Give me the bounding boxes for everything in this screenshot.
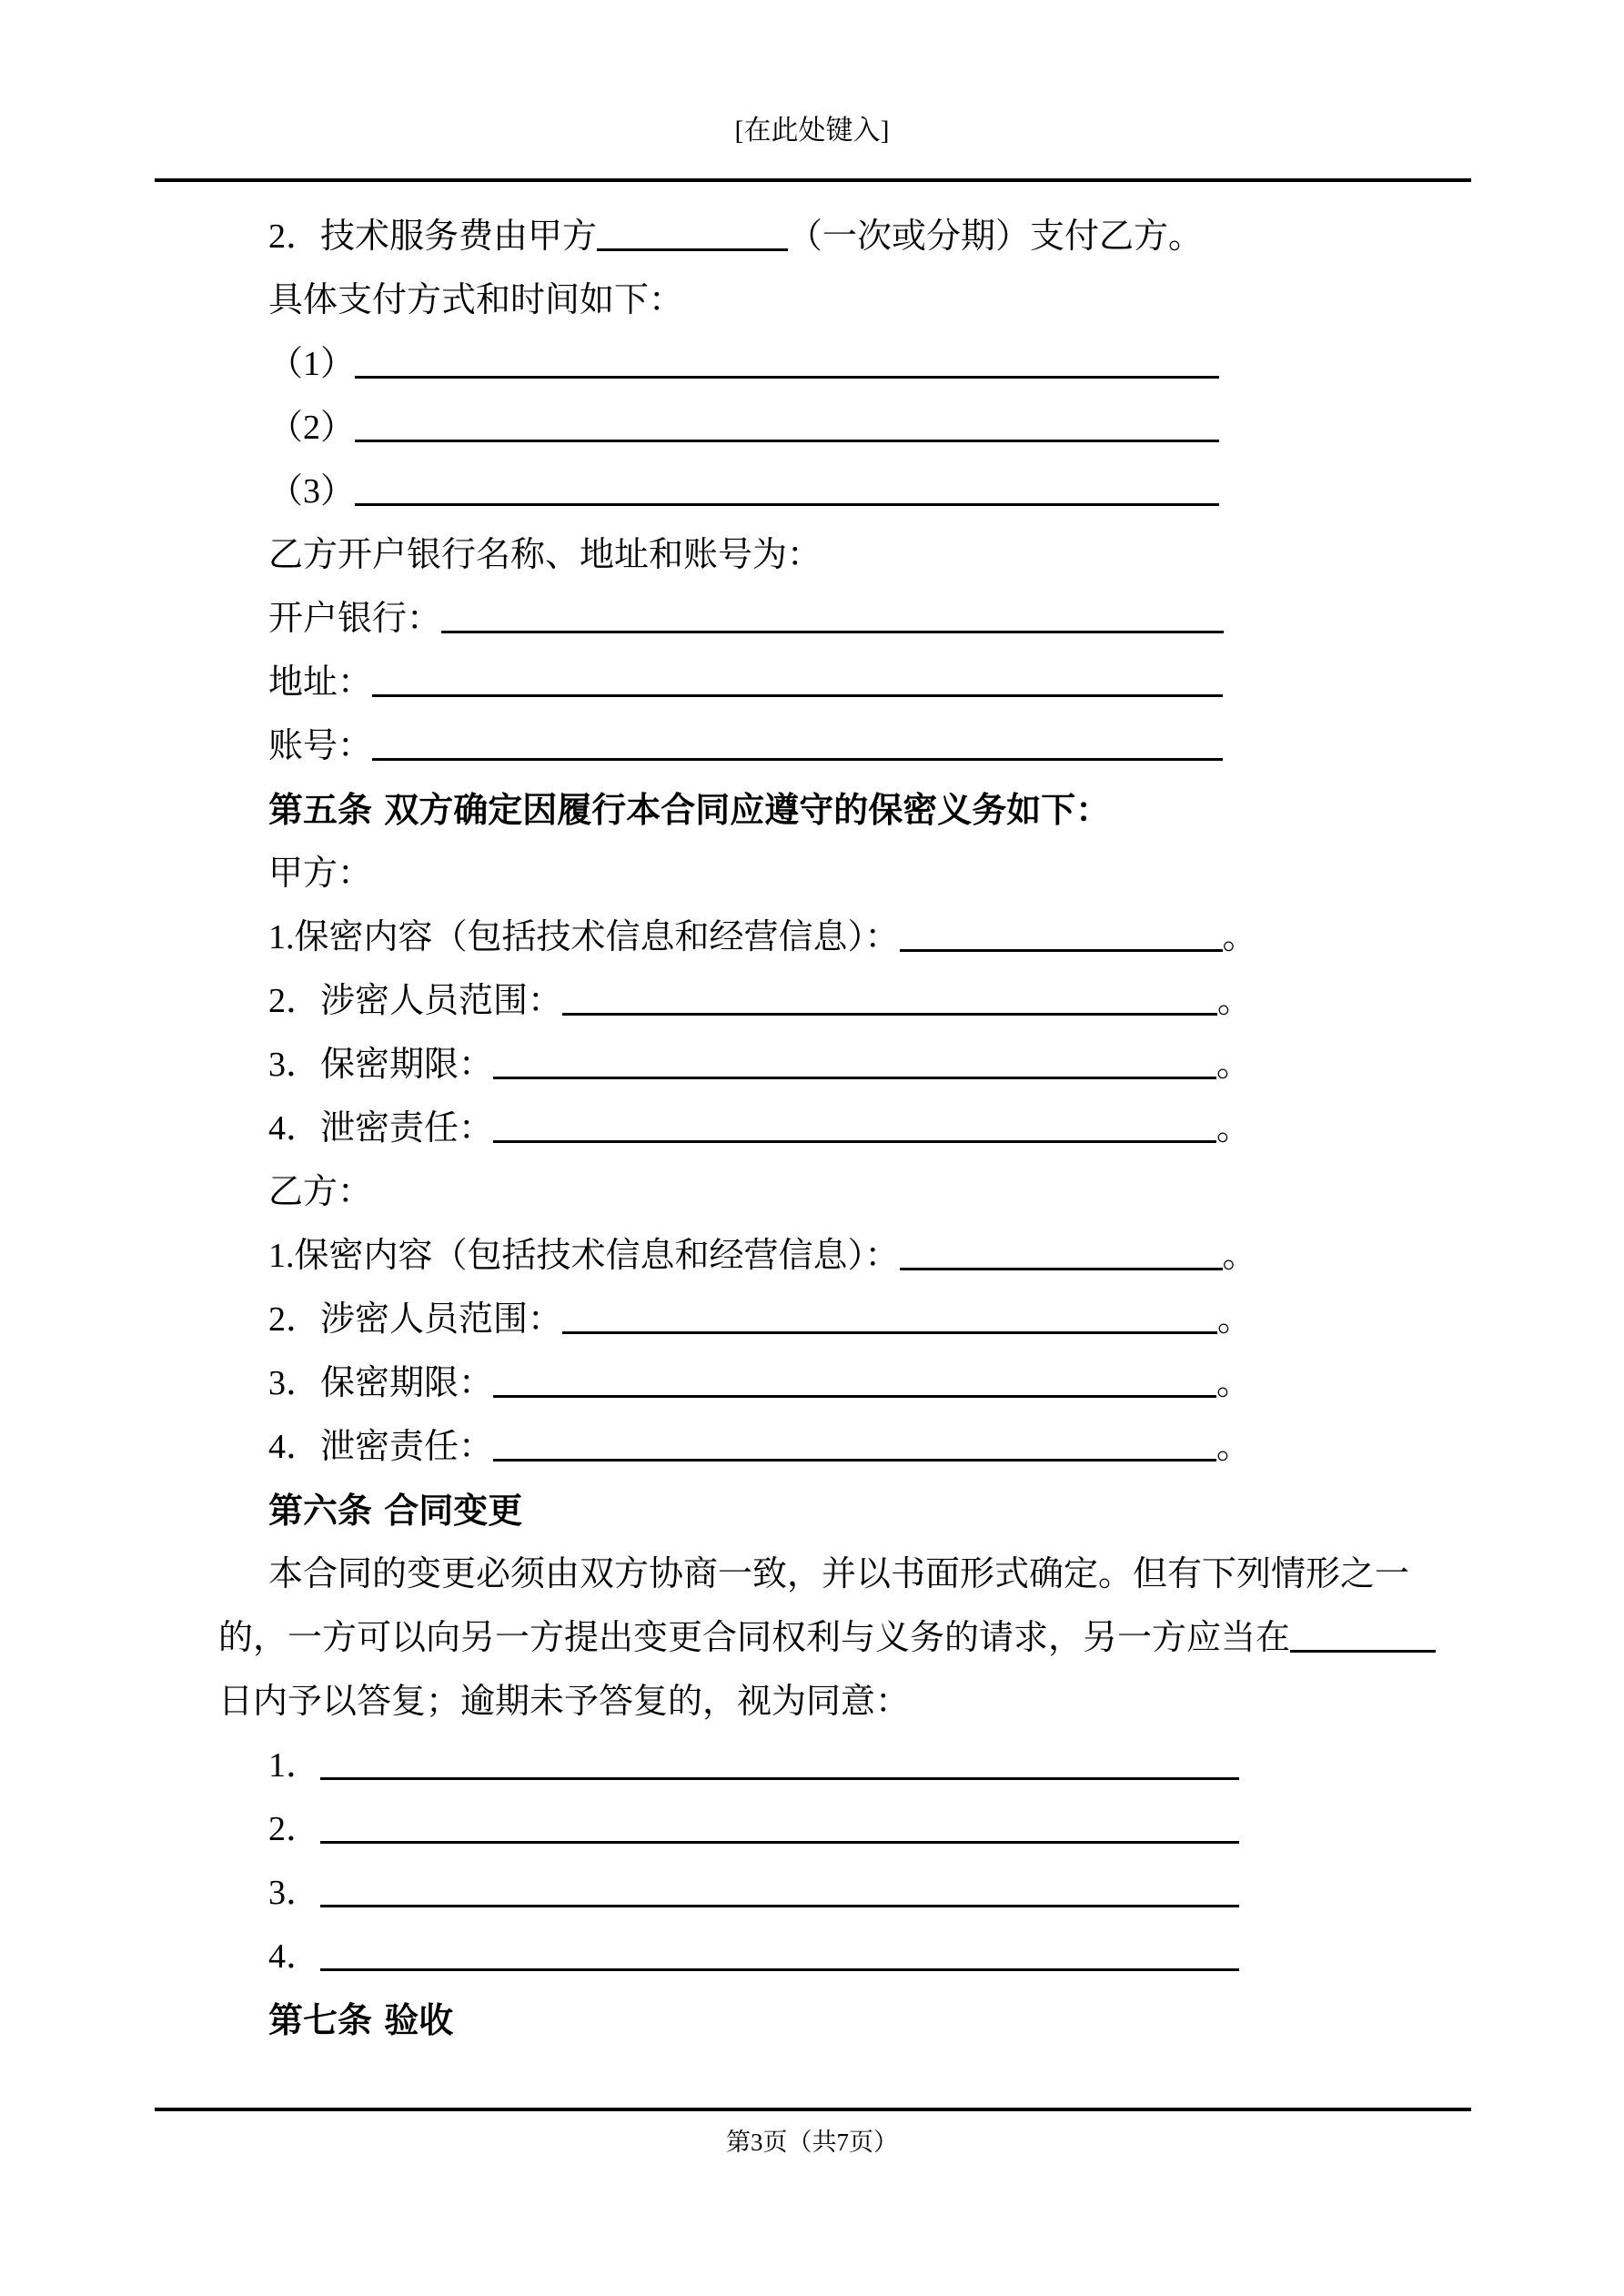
clause-heading-line: [0, 778, 1624, 842]
fill-in-blank[interactable]: [493, 1458, 1216, 1462]
fill-in-blank[interactable]: [372, 757, 1223, 761]
text-run: 开户银行：: [268, 600, 442, 638]
text-run: 地址：: [268, 663, 373, 702]
fill-in-blank[interactable]: [320, 1904, 1239, 1907]
text-run: 。: [1222, 918, 1257, 956]
fill-in-blank[interactable]: [493, 1139, 1216, 1143]
text-run: 。: [1216, 1109, 1252, 1148]
fill-in-blank[interactable]: [562, 1012, 1217, 1016]
doc-text-line: [0, 714, 1624, 778]
doc-text-line: [0, 842, 1624, 905]
text-run: 乙方开户银行名称、地址和账号为：: [268, 536, 822, 574]
fill-in-blank[interactable]: [320, 1967, 1239, 1971]
doc-text-line: [0, 905, 1624, 969]
text-run: （2）: [268, 409, 356, 447]
text-run: 。: [1222, 1237, 1257, 1275]
fill-in-blank[interactable]: [355, 375, 1219, 379]
doc-text-line: [0, 1160, 1624, 1224]
fill-in-blank[interactable]: [900, 1267, 1223, 1270]
doc-text-line: [0, 651, 1624, 714]
text-run: 第七条 验收: [268, 2000, 454, 2040]
doc-text-line: [0, 1670, 1624, 1734]
text-run: 2．涉密人员范围：: [268, 982, 563, 1020]
document-body: [0, 205, 1624, 2052]
text-run: 1.保密内容（包括技术信息和经营信息）：: [268, 918, 900, 956]
text-run: 本合同的变更必须由双方协商一致，并以书面形式确定。但有下列情形之一: [268, 1555, 1410, 1593]
text-run: 。: [1217, 982, 1253, 1020]
doc-text-line: [0, 396, 1624, 460]
fill-in-blank[interactable]: [900, 948, 1223, 952]
doc-text-line: [0, 1925, 1624, 1988]
header-type-here-placeholder[interactable]: [在此处键入]: [734, 116, 890, 146]
fill-in-blank[interactable]: [320, 1776, 1239, 1780]
doc-text-line: [0, 587, 1624, 651]
fill-in-blank[interactable]: [493, 1394, 1216, 1398]
fill-in-blank[interactable]: [1290, 1649, 1436, 1653]
text-run: （3）: [268, 472, 356, 511]
fill-in-blank[interactable]: [493, 1076, 1216, 1079]
fill-in-blank[interactable]: [562, 1330, 1217, 1334]
doc-text-line: [0, 205, 1624, 268]
text-run: 第六条 合同变更: [268, 1491, 523, 1531]
text-run: 4．泄密责任：: [268, 1428, 494, 1466]
page-number-label: 第3页（共7页）: [726, 2129, 898, 2156]
text-run: 3．: [268, 1874, 321, 1912]
doc-text-line: [0, 1097, 1624, 1160]
text-run: 。: [1217, 1300, 1253, 1339]
doc-text-line: [0, 969, 1624, 1033]
doc-text-line: [0, 1861, 1624, 1925]
doc-text-line: [0, 1542, 1624, 1606]
text-run: 2．技术服务费由甲方: [268, 217, 598, 256]
fill-in-blank[interactable]: [320, 1840, 1239, 1844]
text-run: 4．: [268, 1937, 321, 1976]
doc-text-line: [0, 268, 1624, 332]
clause-heading-line: [0, 1479, 1624, 1542]
text-run: 4．泄密责任：: [268, 1109, 494, 1148]
doc-text-line: [0, 1224, 1624, 1288]
text-run: 的，一方可以向另一方提出变更合同权利与义务的请求，另一方应当在: [218, 1619, 1291, 1657]
text-run: 第五条 双方确定因履行本合同应遵守的保密义务如下：: [268, 790, 1111, 830]
fill-in-blank[interactable]: [372, 693, 1223, 697]
doc-text-line: [0, 1351, 1624, 1415]
doc-text-line: [0, 523, 1624, 587]
text-run: （一次或分期）支付乙方。: [788, 217, 1204, 256]
clause-heading-line: [0, 1988, 1624, 2052]
text-run: 。: [1216, 1364, 1252, 1402]
doc-text-line: [0, 1288, 1624, 1351]
text-run: 2．涉密人员范围：: [268, 1300, 563, 1339]
doc-text-line: [0, 1797, 1624, 1861]
doc-text-line: [0, 460, 1624, 523]
text-run: 账号：: [268, 727, 373, 765]
doc-text-line: [0, 1033, 1624, 1097]
doc-text-line: [0, 1415, 1624, 1479]
doc-text-line: [0, 332, 1624, 396]
fill-in-blank[interactable]: [597, 248, 788, 251]
header-rule: [155, 178, 1471, 182]
text-run: 具体支付方式和时间如下：: [268, 281, 684, 319]
doc-text-line: [0, 1734, 1624, 1797]
fill-in-blank[interactable]: [355, 439, 1219, 442]
text-run: 甲方：: [268, 855, 373, 893]
footer-rule: [155, 2108, 1471, 2111]
text-run: 2．: [268, 1810, 321, 1848]
text-run: （1）: [268, 345, 356, 383]
text-run: 日内予以答复；逾期未予答复的，视为同意：: [218, 1683, 911, 1721]
text-run: 。: [1216, 1046, 1252, 1084]
doc-text-line: [0, 1606, 1624, 1670]
text-run: 3．保密期限：: [268, 1364, 494, 1402]
text-run: 1.保密内容（包括技术信息和经营信息）：: [268, 1237, 900, 1275]
text-run: 1．: [268, 1746, 321, 1785]
fill-in-blank[interactable]: [355, 502, 1219, 506]
text-run: 乙方：: [268, 1173, 373, 1211]
text-run: 。: [1216, 1428, 1252, 1466]
fill-in-blank[interactable]: [441, 630, 1224, 633]
text-run: 3．保密期限：: [268, 1046, 494, 1084]
